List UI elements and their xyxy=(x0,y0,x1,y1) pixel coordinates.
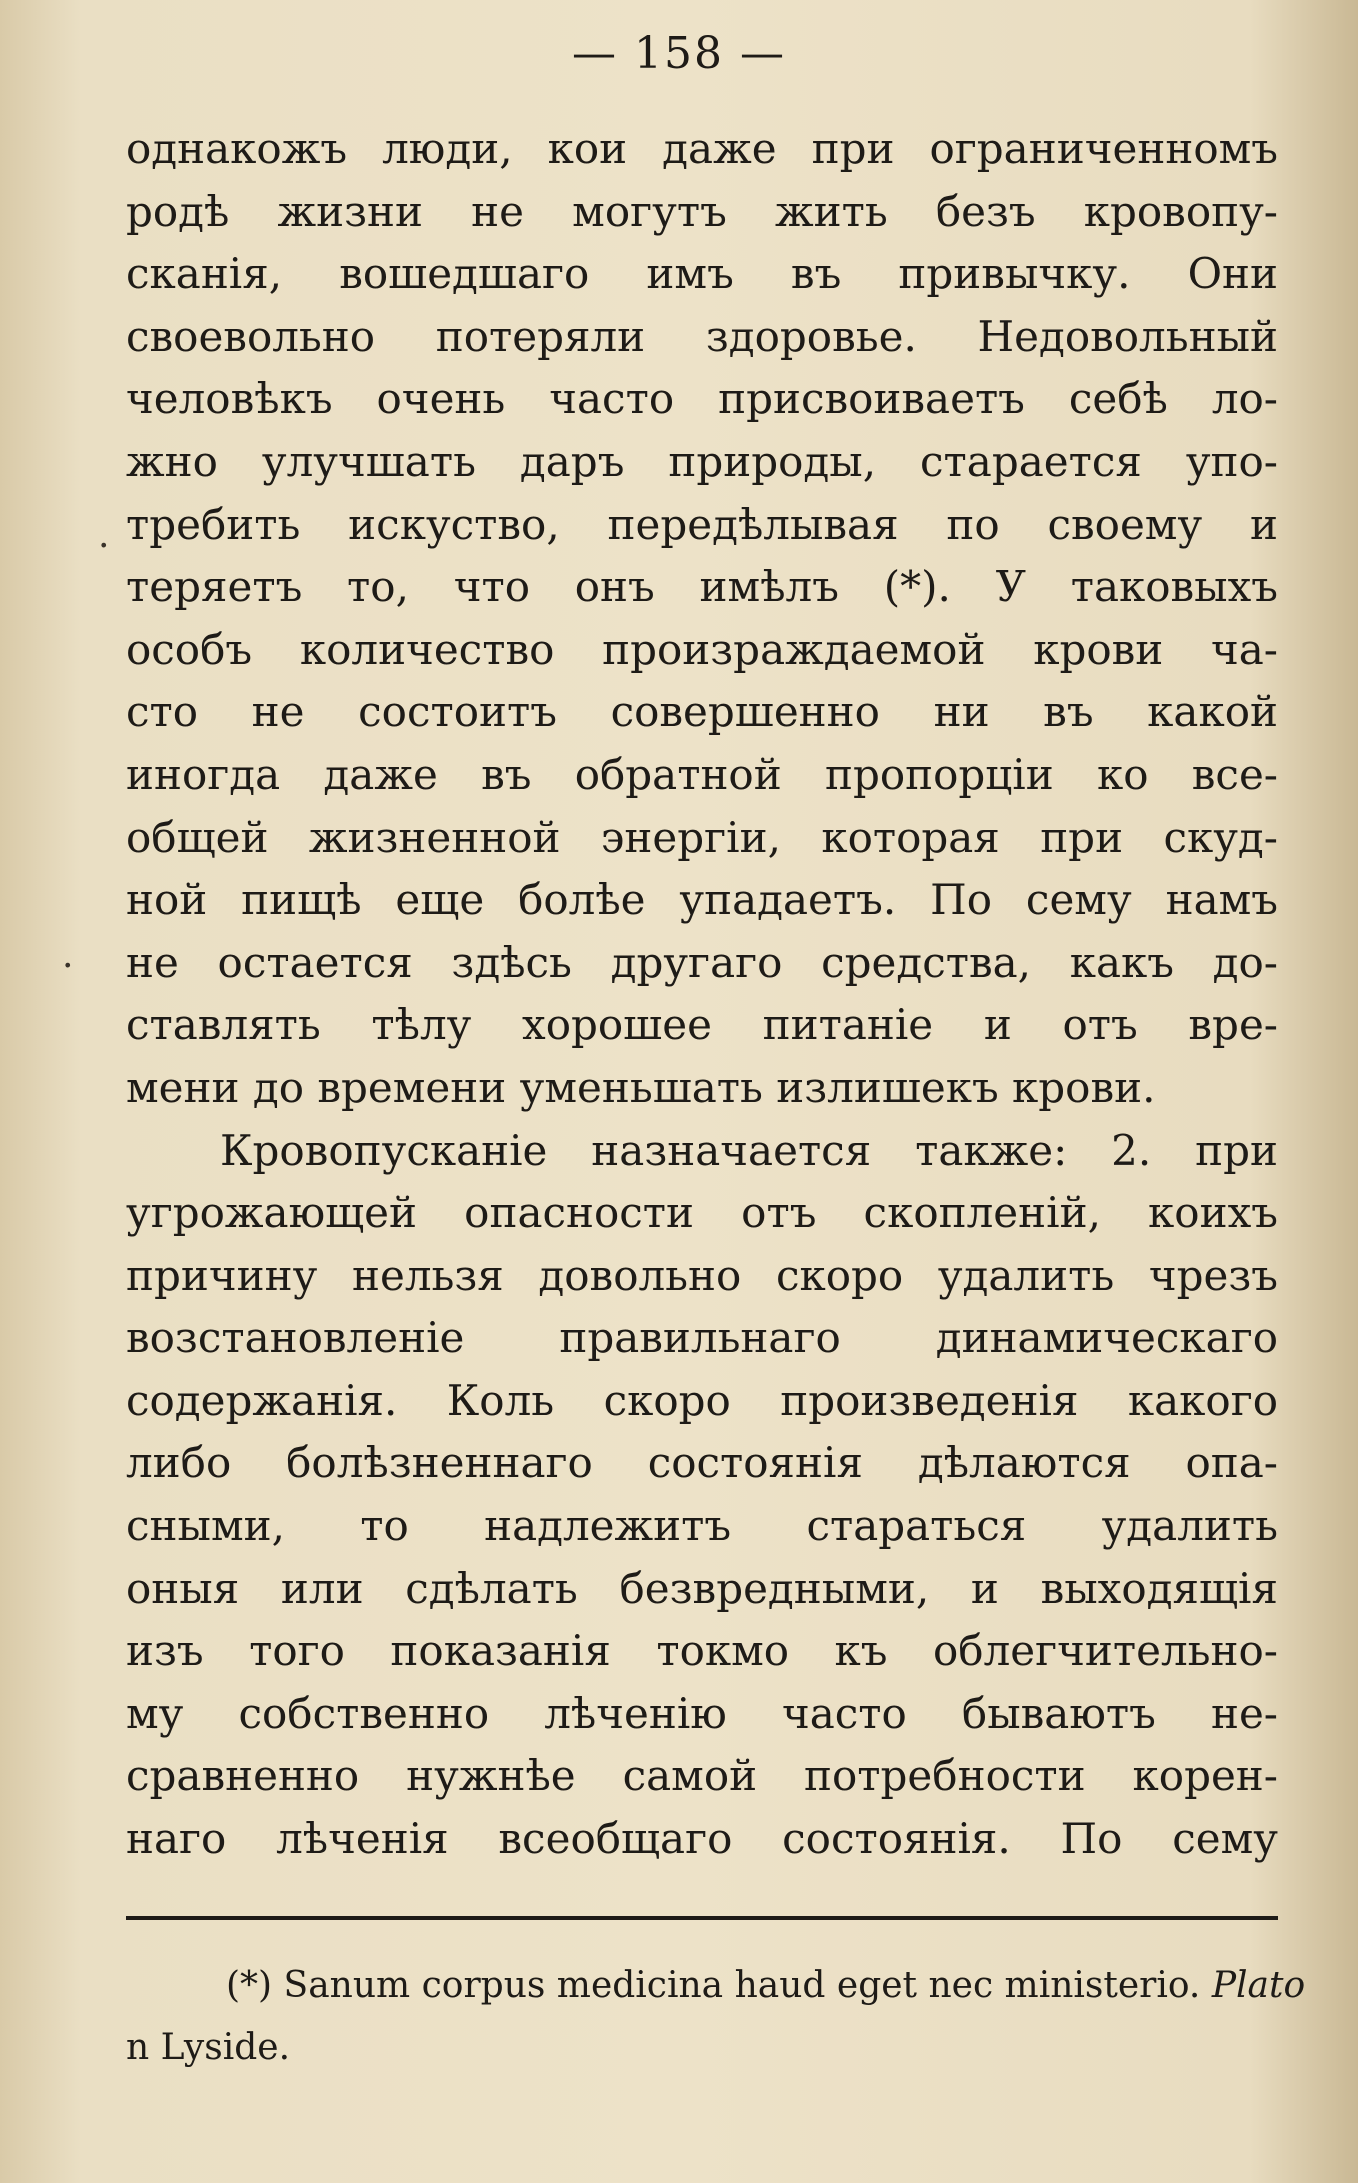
footnote-text: (*) Sanum corpus medicina haud eget nec ministerio. xyxy=(226,1965,1201,2006)
text-line: человѣкъ очень часто присвоиваетъ себѣ ло- xyxy=(126,374,1278,424)
text-line: особъ количество произраждаемой крови ча- xyxy=(126,624,1278,674)
text-line: либо болѣзненнаго состоянія дѣлаются опа- xyxy=(126,1438,1278,1488)
text-line: угрожающей опасности отъ скопленій, коихъ xyxy=(126,1188,1278,1238)
text-line: сравненно нужнѣе самой потребности корен- xyxy=(126,1751,1278,1801)
text-line: мени до времени уменьшать излишекъ крови. xyxy=(126,1062,1156,1112)
text-line: общей жизненной энергіи, которая при скуд- xyxy=(126,812,1278,862)
text-line: сными, то надлежитъ стараться удалить xyxy=(126,1501,1278,1551)
text-line: му собственно лѣченію часто бываютъ не- xyxy=(126,1688,1278,1738)
paragraph-start-line: Кровопусканіе назначается также: 2. при xyxy=(220,1125,1278,1175)
text-line: ставлять тѣлу хорошее питаніе и отъ вре- xyxy=(126,1000,1278,1050)
footnote xyxy=(126,1955,1306,2079)
text-line: ной пищѣ еще болѣе упадаетъ. По сему намъ xyxy=(126,875,1278,925)
text-line: не остается здѣсь другаго средства, какъ до- xyxy=(126,937,1278,987)
text-line: оныя или сдѣлать безвредными, и выходящія xyxy=(126,1563,1278,1613)
text-line: возстановленіе правильнаго динамическаго xyxy=(126,1313,1278,1363)
text-line: жно улучшать даръ природы, старается упо- xyxy=(126,436,1278,486)
footnote-author: Plato xyxy=(1211,1965,1306,2006)
text-line: теряетъ то, что онъ имѣлъ (*). У таковыхъ xyxy=(126,562,1278,612)
page-number: — 158 — xyxy=(572,28,786,79)
text-line: причину нельзя довольно скоро удалить чрезъ xyxy=(126,1250,1278,1300)
text-line: сканія, вошедшаго имъ въ привычку. Они xyxy=(126,249,1278,299)
text-line: изъ того показанія токмо къ облегчительно- xyxy=(126,1626,1278,1676)
footnote-line xyxy=(126,1955,1306,2017)
body-text xyxy=(126,118,1278,1871)
text-line: однакожъ люди, кои даже при ограниченномъ xyxy=(126,124,1278,173)
text-line: своевольно потеряли здоровье. Недовольный xyxy=(126,311,1278,361)
text-line: родѣ жизни не могутъ жить безъ кровопу- xyxy=(126,186,1278,236)
text-line: сто не состоитъ совершенно ни въ какой xyxy=(126,687,1278,737)
margin-mark: . xyxy=(98,515,110,556)
margin-mark: . xyxy=(62,935,74,976)
text-line: содержанія. Коль скоро произведенія какого xyxy=(126,1375,1278,1425)
text-line: наго лѣченія всеобщаго состоянія. По сему xyxy=(126,1814,1278,1864)
footnote-divider xyxy=(126,1916,1278,1920)
text-line: иногда даже въ обратной пропорціи ко все- xyxy=(126,749,1278,799)
text-line: требить искуство, передѣлывая по своему и xyxy=(126,499,1278,549)
footnote-source: n Lyside. xyxy=(126,2027,291,2068)
